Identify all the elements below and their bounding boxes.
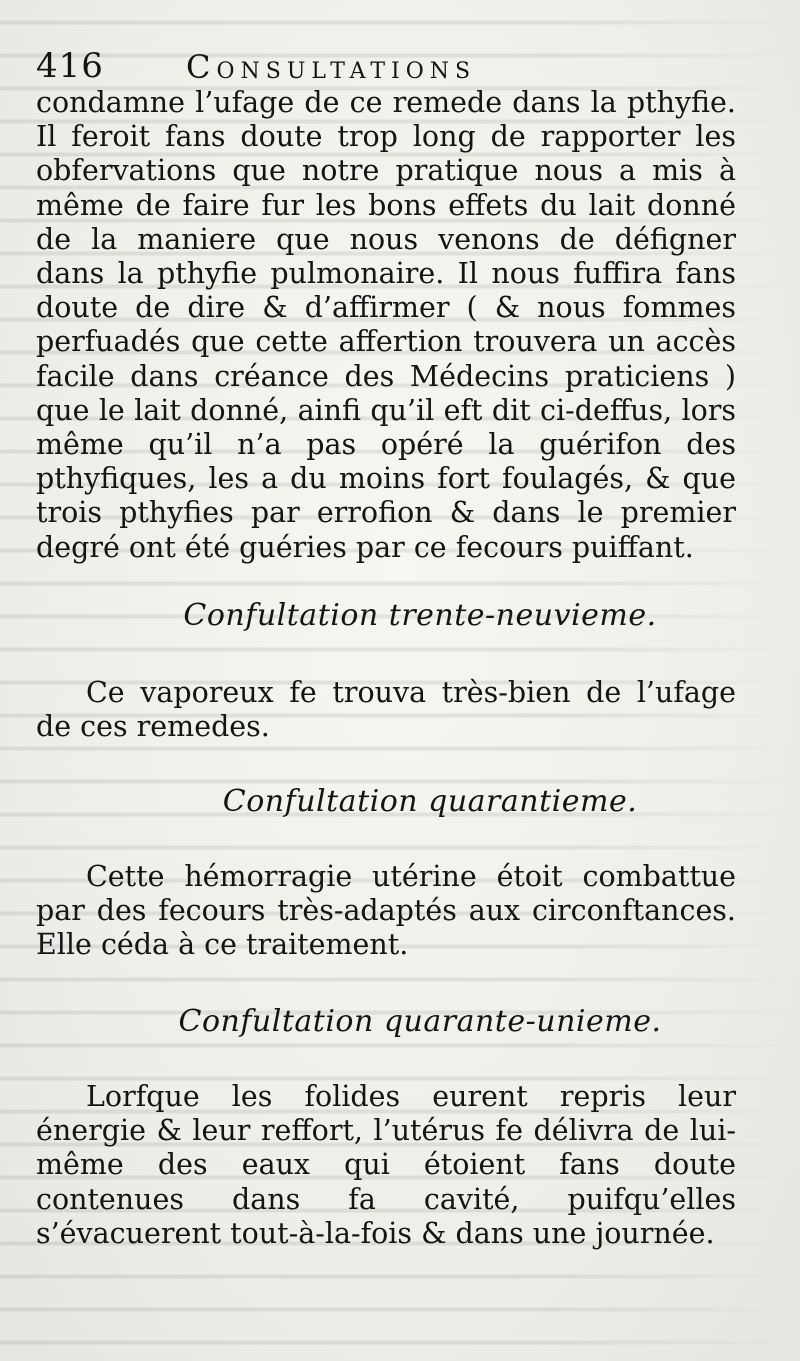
heading-consultation-39: Confultation trente-neuvieme. (183, 598, 657, 633)
paragraph-consultation-41: Lorfque les folides eurent repris leur énergie & leur reffort, l’utérus fe délivra de lui-même des eaux qui étoient fans doute contenues dans fa cavité, puifqu’elles s’évacuerent tout-à-la-fois & dans une journée. (36, 1080, 736, 1250)
paragraph-consultation-40: Cette hémorragie utérine étoit combattue par des fecours très-adaptés aux circonftances. Elle céda à ce traitement. (36, 860, 736, 962)
heading-consultation-40: Confultation quarantieme. (222, 784, 638, 819)
paragraph-opening: condamne l’ufage de ce remede dans la pthyfie. Il feroit fans doute trop long de rapporter les obfervations que notre pratique nous a mis à même de faire fur les bons effets du lait donné de la maniere que nous venons de défigner dans la pthyfie pulmonaire. Il nous fuffira fans doute de dire & d’affirmer ( & nous fommes perfuadés que cette affertion trouvera un accès facile dans créance des Médecins praticiens ) que le lait donné, ainfi qu’il eft dit ci-deffus, lors même qu’il n’a pas opéré la guérifon des pthyfiques, les a du moins fort foulagés, & que trois pthyfies par errofion & dans le premier degré ont été guéries par ce fecours puiffant. (36, 86, 736, 564)
heading-consultation-41: Confultation quarante-unieme. (178, 1004, 662, 1039)
running-title: Consultations (186, 48, 477, 86)
page-number: 416 (36, 46, 104, 86)
paragraph-consultation-39: Ce vaporeux fe trouva très-bien de l’ufage de ces remedes. (36, 676, 736, 744)
